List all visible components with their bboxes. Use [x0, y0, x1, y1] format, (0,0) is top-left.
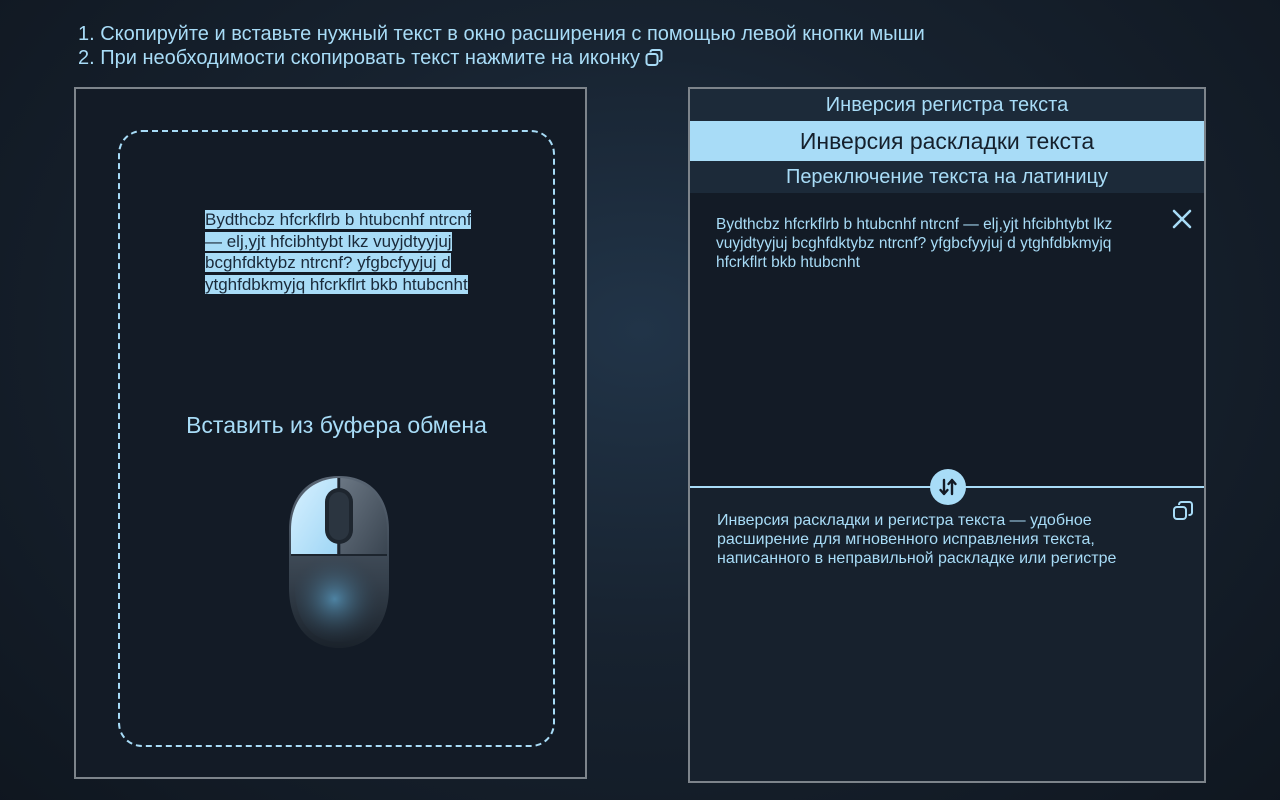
instruction-line-1: 1. Скопируйте и вставьте нужный текст в окно расширения с помощью левой кнопки мыши [78, 23, 925, 45]
close-icon[interactable] [1170, 207, 1194, 231]
copy-icon[interactable] [1172, 500, 1194, 522]
selected-text-content: Bydthcbz hfcrkflrb b htubcnhf ntrcnf — elj,yjt hfcibhtybt lkz vuyjdtyyjuj bcghfdktybz ntrcnf? yfgbcfyyjuj d ytghfdbkmyjq hfcrkflrt bkb htubcnht [205, 210, 472, 294]
input-text[interactable]: Bydthcbz hfcrkflrb b htubcnhf ntrcnf — elj,yjt hfcibhtybt lkz vuyjdtyyjuj bcghfdktybz ntrcnf? yfgbcfyyjuj d ytghfdbkmyjq hfcrkflrt bkb htubcnht [716, 216, 1113, 271]
output-text: Инверсия раскладки и регистра текста — удобное расширение для мгновенного исправления текста, написанного в неправильной раскладке или регистре [717, 512, 1117, 567]
swap-icon [930, 469, 966, 505]
output-area [690, 488, 1204, 781]
selected-text [205, 209, 485, 295]
tab-transliteration[interactable]: Переключение текста на латиницу [690, 161, 1204, 193]
tab-layout-inversion[interactable]: Инверсия раскладки текста [690, 121, 1204, 161]
mouse-icon [285, 472, 393, 652]
paste-label: Вставить из буфера обмена [186, 412, 487, 438]
instruction-line-2 [78, 46, 925, 70]
paste-panel[interactable] [74, 87, 587, 779]
copy-icon [644, 48, 664, 68]
input-area[interactable] [690, 193, 1204, 486]
instructions [78, 22, 925, 70]
paste-dropzone[interactable] [118, 130, 555, 747]
converter-panel [688, 87, 1206, 783]
instruction-line-2-text: 2. При необходимости скопировать текст нажмите на иконку [78, 47, 641, 69]
swap-button[interactable] [930, 469, 966, 505]
tab-case-inversion[interactable]: Инверсия регистра текста [690, 89, 1204, 121]
